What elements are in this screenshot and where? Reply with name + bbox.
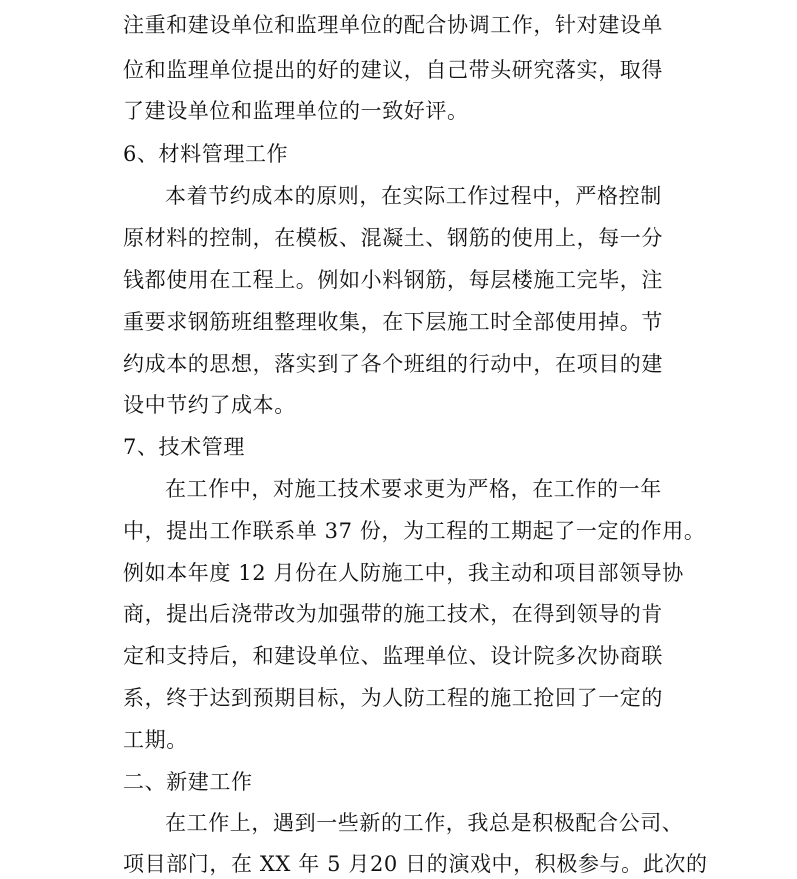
paragraph-line: 约成本的思想，落实到了各个班组的行动中，在项目的建 bbox=[123, 352, 663, 376]
paragraph-line: 位和监理单位提出的好的建议，自己带头研究落实，取得 bbox=[123, 58, 663, 82]
paragraph-line: 了建设单位和监理单位的一致好评。 bbox=[123, 99, 469, 123]
paragraph-line: 在工作上，遇到一些新的工作，我总是积极配合公司、 bbox=[165, 811, 684, 835]
paragraph-line: 定和支持后，和建设单位、监理单位、设计院多次协商联 bbox=[123, 644, 663, 668]
section-heading: 二、新建工作 bbox=[123, 770, 253, 794]
paragraph-line: 钱都使用在工程上。例如小料钢筋，每层楼施工完毕，注 bbox=[123, 268, 663, 292]
paragraph-line: 中，提出工作联系单 37 份，为工程的工期起了一定的作用。 bbox=[123, 519, 706, 543]
paragraph-line: 工期。 bbox=[123, 728, 188, 752]
paragraph-line: 系，终于达到预期目标，为人防工程的施工抢回了一定的 bbox=[123, 686, 663, 710]
paragraph-line: 本着节约成本的原则，在实际工作过程中，严格控制 bbox=[165, 184, 662, 208]
paragraph-line: 在工作中，对施工技术要求更为严格，在工作的一年 bbox=[165, 477, 662, 501]
paragraph-line: 商，提出后浇带改为加强带的施工技术，在得到领导的肯 bbox=[123, 602, 663, 626]
paragraph-line: 注重和建设单位和监理单位的配合协调工作，针对建设单 bbox=[123, 13, 663, 37]
paragraph-line: 原材料的控制，在模板、混凝土、钢筋的使用上，每一分 bbox=[123, 226, 663, 250]
paragraph-line: 项目部门，在 XX 年 5 月20 日的演戏中，积极参与。此次的 bbox=[123, 852, 708, 876]
section-heading: 6、材料管理工作 bbox=[123, 142, 289, 166]
paragraph-line: 重要求钢筋班组整理收集，在下层施工时全部使用掉。节 bbox=[123, 310, 663, 334]
section-heading: 7、技术管理 bbox=[123, 435, 245, 459]
paragraph-line: 例如本年度 12 月份在人防施工中，我主动和项目部领导协 bbox=[123, 561, 684, 585]
paragraph-line: 设中节约了成本。 bbox=[123, 393, 296, 417]
